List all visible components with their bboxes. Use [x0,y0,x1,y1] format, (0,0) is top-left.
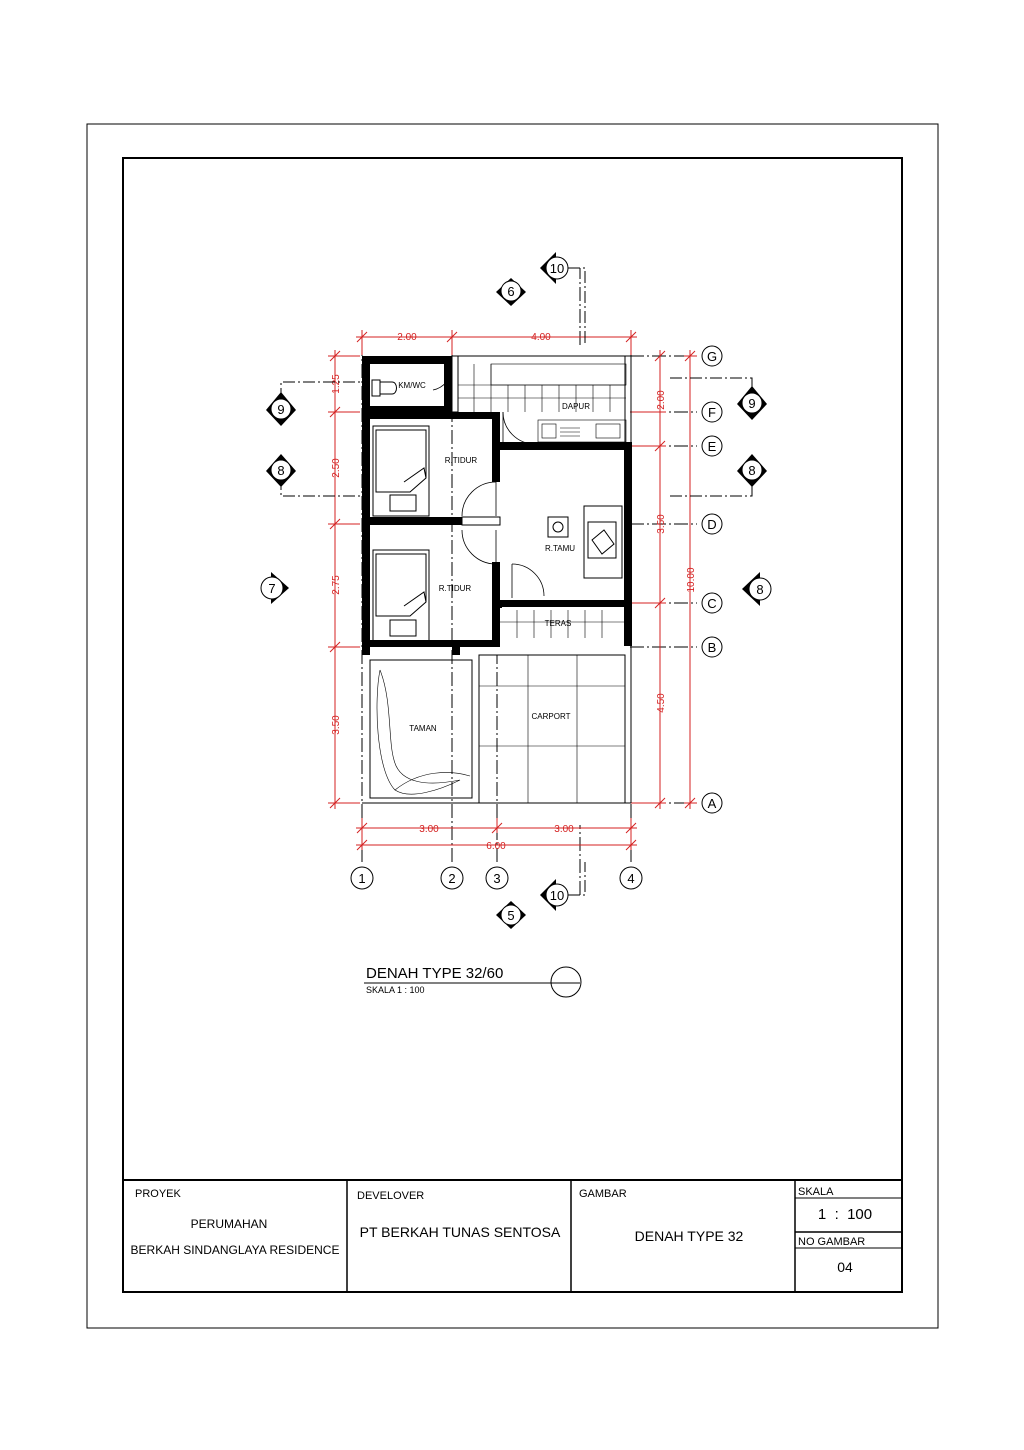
section-marker-9-right [737,386,767,420]
title-circle-icon [551,967,581,997]
dim-top-2: 4.00 [531,332,551,343]
drawing-scale: SKALA 1 : 100 [366,985,425,995]
no-gambar-label: NO GAMBAR [798,1236,866,1248]
drawing-title: DENAH TYPE 32/60 [366,965,504,982]
dim-bottom-1: 3.00 [419,824,439,835]
gambar-label: GAMBAR [579,1188,627,1200]
svg-text:8: 8 [277,463,285,478]
axis-label-4: 4 [627,871,635,886]
dim-right-total: 10.00 [686,567,697,593]
section-cut-lines [281,268,752,895]
section-marker-5 [496,901,526,929]
section-marker-7 [261,572,289,604]
sofa-icon [584,506,622,578]
section-marker-6 [496,278,526,306]
gambar-value: DENAH TYPE 32 [634,1228,744,1244]
svg-text:8: 8 [756,582,764,597]
dim-bottom-total: 6.00 [486,841,506,852]
proyek-line-2: BERKAH SINDANGLAYA RESIDENCE [130,1243,340,1257]
room-label-tidur-1: R.TIDUR [444,456,478,465]
svg-text:9: 9 [748,396,756,411]
axis-label-f: F [708,405,716,420]
dim-left-1: 1.25 [331,374,342,394]
developer-label: DEVELOVER [357,1190,425,1202]
axis-label-2: 2 [448,871,456,886]
axis-label-g: G [706,349,718,364]
dim-left-4: 3.50 [331,715,342,735]
room-label-tamu: R.TAMU [544,544,576,553]
svg-text:10: 10 [549,261,565,276]
toilet-icon [372,380,397,396]
section-marker-10-top [540,252,568,284]
dim-top-1: 2.00 [397,332,417,343]
table-icon [548,517,568,537]
walls [362,356,632,803]
room-label-kmwc: KM/WC [398,381,426,390]
svg-text:9: 9 [277,402,285,417]
svg-text:10: 10 [549,888,565,903]
dim-right-2: 3.50 [656,514,667,534]
section-marker-8-mid [742,572,771,606]
svg-text:5: 5 [507,908,515,923]
axis-label-e: E [707,439,717,454]
axis-label-1: 1 [358,871,366,886]
proyek-line-1: PERUMAHAN [190,1217,268,1231]
room-label-tidur-2: R.TIDUR [438,584,472,593]
skala-label: SKALA [798,1186,834,1198]
room-label-dapur: DAPUR [561,402,591,411]
skala-value: 1 : 100 [817,1206,873,1223]
room-label-teras: TERAS [544,619,572,628]
section-marker-8-left [266,454,296,487]
outer-border [87,124,938,1328]
axis-label-c: C [707,596,717,611]
dim-right-1: 2.00 [656,390,667,410]
dim-left-2: 2.50 [331,458,342,478]
axis-label-a: A [707,796,717,811]
bed-1-icon [373,426,429,516]
dim-left-3: 2.75 [331,575,342,595]
axis-label-d: D [707,517,717,532]
section-marker-10-bottom [540,879,568,911]
section-marker-8-right [737,454,767,487]
proyek-label: PROYEK [135,1188,181,1200]
developer-value: PT BERKAH TUNAS SENTOSA [359,1224,561,1240]
room-label-carport: CARPORT [531,712,571,721]
dim-right-3: 4.50 [656,693,667,713]
no-gambar-value: 04 [837,1259,853,1275]
svg-text:8: 8 [748,463,756,478]
axis-label-3: 3 [493,871,501,886]
dim-bottom-2: 3.00 [554,824,574,835]
inner-border [123,158,902,1292]
svg-text:6: 6 [507,284,515,299]
bed-2-icon [373,550,429,642]
axis-label-b: B [707,640,717,655]
section-marker-9-left [266,392,296,426]
svg-text:7: 7 [268,581,276,596]
room-label-taman: TAMAN [409,724,437,733]
